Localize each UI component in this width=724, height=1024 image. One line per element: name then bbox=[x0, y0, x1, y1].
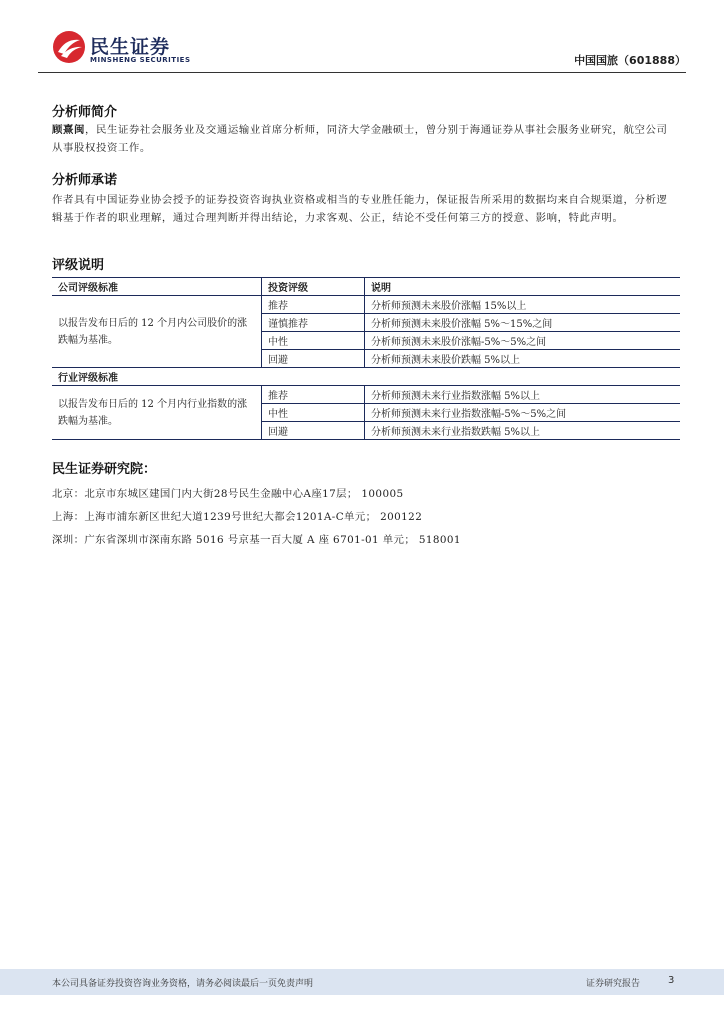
page-number: 3 bbox=[668, 975, 675, 986]
page-header bbox=[0, 0, 724, 80]
rating-desc: 分析师预测未来股价涨幅 15%以上 bbox=[365, 296, 681, 314]
footer-disclaimer: 本公司具备证券投资咨询业务资格，请务必阅读最后一页免责声明 bbox=[52, 979, 314, 989]
company-rule-text: 以报告发布日后的 12 个月内公司股价的涨跌幅为基准。 bbox=[52, 296, 262, 368]
rating-table-header bbox=[52, 278, 680, 296]
empty-cell bbox=[365, 368, 681, 386]
header-divider bbox=[38, 72, 686, 73]
rating-desc: 分析师预测未来股价跌幅 5%以上 bbox=[365, 350, 681, 368]
analyst-intro-heading: 分析师简介 bbox=[52, 105, 118, 120]
rating-column-header: 投资评级 bbox=[262, 278, 365, 296]
table-row bbox=[52, 296, 680, 314]
rating-label: 推荐 bbox=[262, 296, 365, 314]
rating-desc: 分析师预测未来行业指数涨幅-5%～5%之间 bbox=[365, 404, 681, 422]
rating-desc: 分析师预测未来股价涨幅-5%～5%之间 bbox=[365, 332, 681, 350]
table-row bbox=[52, 386, 680, 404]
rating-label: 回避 bbox=[262, 350, 365, 368]
analyst-name: 顾熹闽 bbox=[52, 124, 85, 136]
rating-label: 回避 bbox=[262, 422, 365, 440]
footer-report-type: 证券研究报告 bbox=[586, 979, 641, 989]
rating-desc: 分析师预测未来行业指数跌幅 5%以上 bbox=[365, 422, 681, 440]
rating-desc: 分析师预测未来行业指数涨幅 5%以上 bbox=[365, 386, 681, 404]
rating-heading: 评级说明 bbox=[52, 258, 105, 273]
rating-label: 推荐 bbox=[262, 386, 365, 404]
rating-table bbox=[52, 277, 680, 440]
brand-name-cn: 民生证券 bbox=[90, 36, 171, 58]
minsheng-logo-mark-icon bbox=[52, 30, 86, 64]
industry-rule-text: 以报告发布日后的 12 个月内行业指数的涨跌幅为基准。 bbox=[52, 386, 262, 440]
address-beijing: 北京：北京市东城区建国门内大街28号民生金融中心A座17层； 100005 bbox=[52, 488, 404, 500]
rating-label: 谨慎推荐 bbox=[262, 314, 365, 332]
address-shanghai: 上海：上海市浦东新区世纪大道1239号世纪大都会1201A-C单元； 200122 bbox=[52, 511, 423, 523]
company-standard-header: 公司评级标准 bbox=[52, 278, 262, 296]
description-column-header: 说明 bbox=[365, 278, 681, 296]
minsheng-logo bbox=[52, 30, 192, 70]
rating-label: 中性 bbox=[262, 404, 365, 422]
institute-heading: 民生证券研究院： bbox=[52, 462, 157, 477]
analyst-bio: ，民生证券社会服务业及交通运输业首席分析师，同济大学金融硕士，曾分别于海通证券从事社会服务业研究，航空公司从事股权投资工作。 bbox=[52, 124, 668, 154]
empty-cell bbox=[262, 368, 365, 386]
analyst-intro-text bbox=[52, 121, 677, 157]
rating-label: 中性 bbox=[262, 332, 365, 350]
industry-standard-header: 行业评级标准 bbox=[52, 368, 262, 386]
address-shenzhen: 深圳：广东省深圳市深南东路 5016 号京基一百大厦 A 座 6701-01 单元； 518001 bbox=[52, 534, 461, 546]
brand-name-en: MINSHENG SECURITIES bbox=[90, 56, 191, 64]
rating-desc: 分析师预测未来股价涨幅 5%～15%之间 bbox=[365, 314, 681, 332]
industry-standard-header-row bbox=[52, 368, 680, 386]
report-stock-title: 中国国旅（601888） bbox=[574, 54, 686, 67]
analyst-commitment-text: 作者具有中国证券业协会授予的证券投资咨询执业资格或相当的专业胜任能力，保证报告所采用的数据均来自合规渠道，分析逻辑基于作者的职业理解，通过合理判断并得出结论，力求客观、公正，结论不受任何第三方的授意、影响，特此声明。 bbox=[52, 194, 668, 224]
analyst-commitment-heading: 分析师承诺 bbox=[52, 173, 118, 188]
